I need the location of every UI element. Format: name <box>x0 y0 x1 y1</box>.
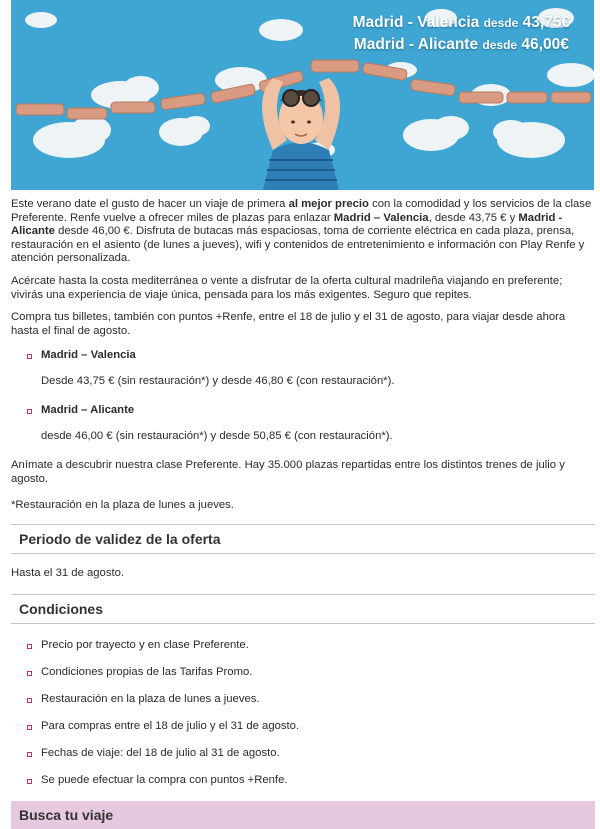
validity-text: Hasta el 31 de agosto. <box>11 567 125 580</box>
validity-heading: Periodo de validez de la oferta <box>11 524 595 554</box>
list-item: Para compras entre el 18 de julio y el 31 de agosto. <box>22 720 595 732</box>
list-item: Restauración en la plaza de lunes a jueves. <box>22 693 595 705</box>
capacity-paragraph: Anímate a descubrir nuestra clase Preferente. Hay 35.000 plazas repartidas entre los distintos trenes de julio y agosto. <box>11 459 565 485</box>
purchase-paragraph: Compra tus billetes, también con puntos +Renfe, entre el 18 de julio y el 31 de agosto, para viajar desde ahora hasta el final de agosto. <box>11 311 566 337</box>
footnote-paragraph: *Restauración en la plaza de lunes a jueves. <box>11 498 234 511</box>
offer-content <box>11 198 595 829</box>
promo-banner[interactable] <box>11 0 594 190</box>
intro-paragraph: Este verano date el gusto de hacer un viaje de primera al mejor precio con la comodidad y los servicios de la clase Preferente. Renfe vuelve a ofrecer miles de plazas para enlazar Madrid – Valencia, desde 43,75 € y Madrid - Alicante desde 46,00 €. Disfruta de butacas más espaciosas, toma de corriente eléctrica en cada plaza, prensa, restauración en el asiento (de lunes a jueves), wifi y contenidos de entretenimiento e información con Play Renfe y atención personalizada. <box>11 198 592 265</box>
route-detail: desde 46,00 € (sin restauración*) y desde 50,85 € (con restauración*). <box>41 430 393 443</box>
route-name: Madrid – Alicante <box>22 404 595 416</box>
headline-price-valencia: 43,75€ <box>522 14 570 31</box>
headline-route-alicante: Madrid - Alicante <box>353 36 479 53</box>
list-item: Precio por trayecto y en clase Preferente. <box>22 639 595 651</box>
route-name: Madrid – Valencia <box>22 349 595 361</box>
search-trip-heading[interactable]: Busca tu viaje <box>11 801 595 829</box>
headline-route-valencia: Madrid - Valencia <box>352 14 480 31</box>
list-item: Fechas de viaje: del 18 de julio al 31 de agosto. <box>22 747 595 759</box>
headline-desde-1: desde <box>483 16 519 30</box>
routes-list <box>11 349 595 442</box>
headline-price-alicante: 46,00€ <box>521 36 569 53</box>
conditions-heading: Condiciones <box>11 594 595 624</box>
list-item: Condiciones propias de las Tarifas Promo. <box>22 666 595 678</box>
headline-desde-2: desde <box>482 38 518 52</box>
mediterranean-paragraph: Acércate hasta la costa mediterránea o vente a disfrutar de la oferta cultural madrileña viajando en preferente; vivirás una experiencia de viaje única, pensada para los más exigentes. Seguro que repites. <box>11 274 563 301</box>
banner-headline <box>353 12 570 56</box>
list-item: Se puede efectuar la compra con puntos +Renfe. <box>22 774 595 786</box>
conditions-list <box>11 639 595 786</box>
route-detail: Desde 43,75 € (sin restauración*) y desde 46,80 € (con restauración*). <box>41 375 395 388</box>
